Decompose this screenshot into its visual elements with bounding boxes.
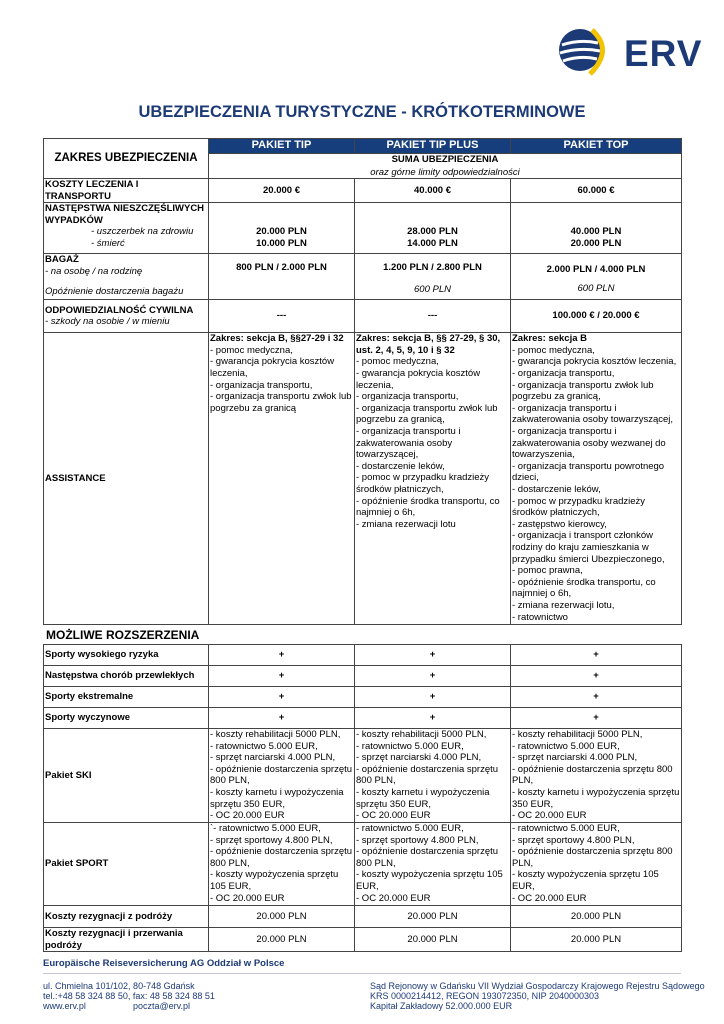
list-item: - koszty karnetu i wypożyczenia sprzętu 350 EUR,: [356, 786, 490, 810]
list-item: - organizacja transportu i zakwaterowania osoby towarzyszącej,: [356, 426, 461, 461]
ski-label: Pakiet SKI: [44, 729, 209, 823]
list-item: - ratownictwo 5.000 EUR,: [210, 740, 318, 752]
oc-sub: - szkody na osobie / w mieniu: [45, 316, 170, 328]
nnw-sub2: - śmierć: [91, 238, 125, 250]
list-item: - pomoc medyczna,: [356, 356, 439, 368]
list-item: - opóźnienie środka transportu, co najmniej o 6h,: [512, 576, 656, 600]
list-item: - sprzęt narciarski 4.000 PLN,: [356, 752, 482, 764]
list-item: - OC 20.000 EUR: [210, 810, 285, 822]
list-item: - sprzęt sportowy 4.800 PLN,: [356, 834, 479, 846]
footer-krs: KRS 0000214412, REGON 193072350, NIP 2040000303: [370, 991, 600, 1001]
list-item: - opóźnienie dostarczenia sprzętu 800 PLN,: [512, 846, 673, 869]
extension-row: [44, 666, 682, 687]
suma-sub-header: [209, 167, 682, 179]
list-item: - gwarancja pokrycia kosztów leczenia,: [512, 356, 677, 368]
list-item: - OC 20.000 EUR: [210, 892, 285, 904]
bagaz-sub2: Opóźnienie dostarczenia bagażu: [45, 286, 184, 298]
zakres-header: ZAKRES UBEZPIECZENIA: [44, 139, 209, 179]
assistance-label: ASSISTANCE: [44, 333, 209, 625]
list-item: - pomoc w przypadku kradzieży środków płatniczych,: [512, 495, 646, 519]
bagaz-sub1: - na osobę / na rodzinę: [45, 265, 143, 277]
list-item: - pomoc w przypadku kradzieży środków płatniczych,: [356, 472, 490, 495]
nnw-sub1: - uszczerbek na zdrowiu: [91, 226, 194, 238]
rezygnacja-label: Koszty rezygnacji z podróży: [44, 906, 209, 928]
list-item: - ratownictwo 5.000 EUR,: [512, 823, 620, 834]
list-item: - organizacja i transport członków rodziny do kraju zamieszkania w przypadku śmierci Ubezpieczonego,: [512, 530, 665, 565]
oc-label: ODPOWIEDZIALNOŚĆ CYWILNA: [45, 304, 194, 316]
list-item: - OC 20.000 EUR: [512, 892, 587, 904]
list-item: - opóźnienie dostarczenia sprzętu 800 PLN,: [210, 763, 353, 787]
extension-value: +: [511, 666, 682, 687]
footer-address: ul. Chmielna 101/102, 80-748 Gdańsk: [43, 981, 195, 991]
extension-label: Sporty wyczynowe: [44, 708, 209, 729]
list-item: - organizacja transportu i zakwaterowania osoby wezwanej do towarzyszenia,: [512, 426, 666, 461]
list-item: - ratownictwo 5.000 EUR,: [356, 823, 464, 834]
package-tip-plus-header: PAKIET TIP PLUS: [355, 139, 511, 154]
sport-tip: [209, 823, 355, 906]
list-item: - ratownictwo: [512, 611, 568, 623]
list-item: - organizacja transportu,: [356, 391, 459, 403]
list-item: - sprzęt narciarski 4.000 PLN,: [210, 752, 336, 764]
package-tip-header: PAKIET TIP: [209, 139, 355, 154]
list-item: - ratownictwo 5.000 EUR,: [512, 740, 620, 752]
extension-label: Sporty wysokiego ryzyka: [44, 645, 209, 666]
list-item: - sprzęt sportowy 4.800 PLN,: [512, 834, 635, 846]
list-item: - opóźnienie środka transportu, co najmniej o 6h,: [356, 495, 500, 519]
extension-value: +: [355, 708, 511, 729]
list-item: - zmiana rezerwacji lotu,: [512, 599, 615, 611]
nnw-label: NASTĘPSTWA NIESZCZĘŚLIWYCH WYPADKÓW: [45, 203, 205, 226]
extension-value: +: [511, 687, 682, 708]
bagaz-tip: 800 PLN / 2.000 PLN: [209, 254, 355, 300]
footer-court: Sąd Rejonowy w Gdańsku VII Wydział Gospodarczy Krajowego Rejestru Sądowego: [370, 981, 705, 991]
list-item: - organizacja transportu,: [210, 379, 313, 391]
suma-subtitle: oraz górne limity odpowiedzialności: [370, 166, 520, 178]
extension-row: [44, 645, 682, 666]
bagaz-label-cell: [44, 254, 209, 300]
suma-header: [209, 154, 682, 167]
page-title: UBEZPIECZENIA TURYSTYCZNE - KRÓTKOTERMINOWE: [138, 103, 586, 121]
bagaz-top: 2.000 PLN / 4.000 PLN 600 PLN: [511, 254, 682, 300]
extensions-table: [43, 644, 682, 952]
rezygnacja-plus: 20.000 PLN: [355, 906, 511, 928]
list-item: - organizacja transportu zwłok lub pogrzebu za granicą,: [356, 402, 498, 426]
oc-tip: ---: [209, 300, 355, 333]
list-item: - koszty rehabilitacji 5000 PLN,: [210, 729, 341, 740]
coverage-table: [43, 138, 682, 625]
przerwanie-top: 20.000 PLN: [511, 928, 682, 952]
list-item: - opóźnienie dostarczenia sprzętu 800 PLN,: [356, 846, 499, 869]
footer-capital: Kapitał Zakładowy 52.000.000 EUR: [370, 1001, 513, 1011]
list-item: - pomoc prawna,: [512, 565, 583, 577]
list-item: - organizacja transportu zwłok lub pogrzebu za granicą,: [512, 379, 654, 403]
list-item: - OC 20.000 EUR: [512, 810, 587, 822]
rezygnacja-tip: 20.000 PLN: [209, 906, 355, 928]
nnw-top: 40.000 PLN 20.000 PLN: [511, 203, 682, 254]
list-item: - koszty wypożyczenia sprzętu 105 EUR,: [356, 869, 503, 892]
list-item: - koszty rehabilitacji 5000 PLN,: [356, 729, 487, 740]
list-item: - pomoc medyczna,: [210, 344, 293, 356]
list-item: - koszty karnetu i wypożyczenia sprzętu 350 EUR,: [210, 786, 344, 810]
sport-label: Pakiet SPORT: [44, 823, 209, 906]
list-item: - zastępstwo kierowcy,: [512, 518, 607, 530]
list-item: - OC 20.000 EUR: [356, 892, 431, 904]
nnw-plus: 28.000 PLN 14.000 PLN: [355, 203, 511, 254]
extensions-title: MOŻLIWE ROZSZERZENIA: [46, 628, 200, 642]
list-item: - ratownictwo 5.000 EUR,: [356, 740, 464, 752]
list-item: - pomoc medyczna,: [512, 344, 595, 356]
extension-value: +: [209, 666, 355, 687]
koszty-tip: 20.000 €: [209, 179, 355, 203]
przerwanie-label: Koszty rezygnacji i przerwania podróży: [44, 928, 209, 952]
list-item: - organizacja transportu,: [512, 368, 615, 380]
extension-value: +: [209, 708, 355, 729]
list-item: - sprzęt narciarski 4.000 PLN,: [512, 752, 638, 764]
list-item: - organizacja transportu zwłok lub pogrzebu za granicą: [210, 391, 352, 414]
list-item: - sprzęt sportowy 4.800 PLN,: [210, 834, 333, 846]
ski-tip: [209, 729, 355, 823]
extension-value: +: [355, 687, 511, 708]
extension-value: +: [355, 666, 511, 687]
footer-phone: tel.:+48 58 324 88 50, fax: 48 58 324 88 51: [43, 991, 215, 1001]
ski-top: [511, 729, 682, 823]
koszty-plus: 40.000 €: [355, 179, 511, 203]
koszty-top: 60.000 €: [511, 179, 682, 203]
assistance-top: Zakres: sekcja B - pomoc medyczna, - gwarancja pokrycia kosztów leczenia, - organizacja transportu, - organizacja transportu zwłok lub pogrzebu za granicą, - organizacja transportu i zakwaterowania osoby towarzyszącej, - organizacja transportu i zakwaterowania osoby wezwanej do towarzyszenia, - organizacja transportu powrotnego dzieci, - dostarczenie leków, - pomoc w przypadku kradzieży środków płatniczych, - zastępstwo kierowcy, - organizacja i transport członków rodziny do kraju zamieszkania w przypadku śmierci Ubezpieczonego, - pomoc prawna, - opóźnienie środka transportu, co najmniej o 6h, - zmiana rezerwacji lotu, - ratownictwo: [511, 333, 682, 625]
assistance-tip: Zakres: sekcja B, §§27-29 i 32 - pomoc medyczna, - gwarancja pokrycia kosztów leczenia, - organizacja transportu, - organizacja transportu zwłok lub pogrzebu za granicą: [209, 333, 355, 625]
list-item: - organizacja transportu i zakwaterowania osoby towarzyszącej,: [512, 402, 674, 426]
extension-row: [44, 687, 682, 708]
extension-label: Następstwa chorób przewlekłych: [44, 666, 209, 687]
sport-top: [511, 823, 682, 906]
sport-plus: [355, 823, 511, 906]
brand-name: ERV: [624, 33, 703, 74]
koszty-label: KOSZTY LECZENIA I TRANSPORTU: [44, 179, 209, 203]
extension-value: +: [511, 708, 682, 729]
extension-value: +: [511, 645, 682, 666]
rezygnacja-top: 20.000 PLN: [511, 906, 682, 928]
footer-company: Europäische Reiseversicherung AG Oddział w Polsce: [43, 958, 285, 969]
list-item: - dostarczenie leków,: [512, 484, 601, 495]
list-item: - gwarancja pokrycia kosztów leczenia,: [356, 368, 481, 391]
list-item: - koszty rehabilitacji 5000 PLN,: [512, 729, 643, 740]
list-item: - OC 20.000 EUR: [356, 810, 431, 822]
przerwanie-tip: 20.000 PLN: [209, 928, 355, 952]
footer-web-link[interactable]: www.erv.pl: [43, 1001, 86, 1011]
nnw-tip: 20.000 PLN 10.000 PLN: [209, 203, 355, 254]
bagaz-label: BAGAŻ: [45, 254, 79, 266]
list-item: - koszty wypożyczenia sprzętu 105 EUR,: [210, 869, 339, 892]
footer-divider: [43, 973, 681, 974]
list-item: - organizacja transportu powrotnego dzieci,: [512, 460, 665, 484]
extension-value: +: [355, 645, 511, 666]
list-item: `- ratownictwo 5.000 EUR,: [210, 823, 321, 834]
extension-value: +: [209, 645, 355, 666]
extension-label: Sporty ekstremalne: [44, 687, 209, 708]
list-item: - opóźnienie dostarczenia sprzętu 800 PLN,: [512, 763, 673, 787]
oc-plus: ---: [355, 300, 511, 333]
list-item: - opóźnienie dostarczenia sprzętu 800 PLN,: [210, 846, 353, 869]
list-item: - koszty wypożyczenia sprzętu 105 EUR,: [512, 869, 659, 892]
list-item: - dostarczenie leków,: [356, 460, 445, 472]
list-item: - zmiana rezerwacji lotu: [356, 518, 456, 530]
przerwanie-plus: 20.000 PLN: [355, 928, 511, 952]
extension-row: [44, 708, 682, 729]
package-top-header: PAKIET TOP: [511, 139, 682, 154]
suma-title: SUMA UBEZPIECZENIA: [391, 154, 499, 166]
assistance-plus: Zakres: sekcja B, §§ 27-29, § 30, ust. 2, 4, 5, 9, 10 i § 32 - pomoc medyczna, - gwarancja pokrycia kosztów leczenia, - organizacja transportu, - organizacja transportu zwłok lub pogrzebu za granicą, - organizacja transportu i zakwaterowania osoby towarzyszącej, - dostarczenie leków, - pomoc w przypadku kradzieży środków płatniczych, - opóźnienie środka transportu, co najmniej o 6h, - zmiana rezerwacji lotu: [355, 333, 511, 625]
oc-top: 100.000 € / 20.000 €: [511, 300, 682, 333]
ski-plus: [355, 729, 511, 823]
nnw-label-cell: [44, 203, 209, 254]
list-item: - koszty karnetu i wypożyczenia sprzętu 350 EUR,: [512, 786, 680, 810]
list-item: - gwarancja pokrycia kosztów leczenia,: [210, 356, 335, 380]
extension-value: +: [209, 687, 355, 708]
list-item: - opóźnienie dostarczenia sprzętu 800 PLN,: [356, 763, 499, 787]
bagaz-plus: 1.200 PLN / 2.800 PLN 600 PLN: [355, 254, 511, 300]
footer-email-link[interactable]: poczta@erv.pl: [133, 1001, 190, 1011]
oc-label-cell: [44, 300, 209, 333]
